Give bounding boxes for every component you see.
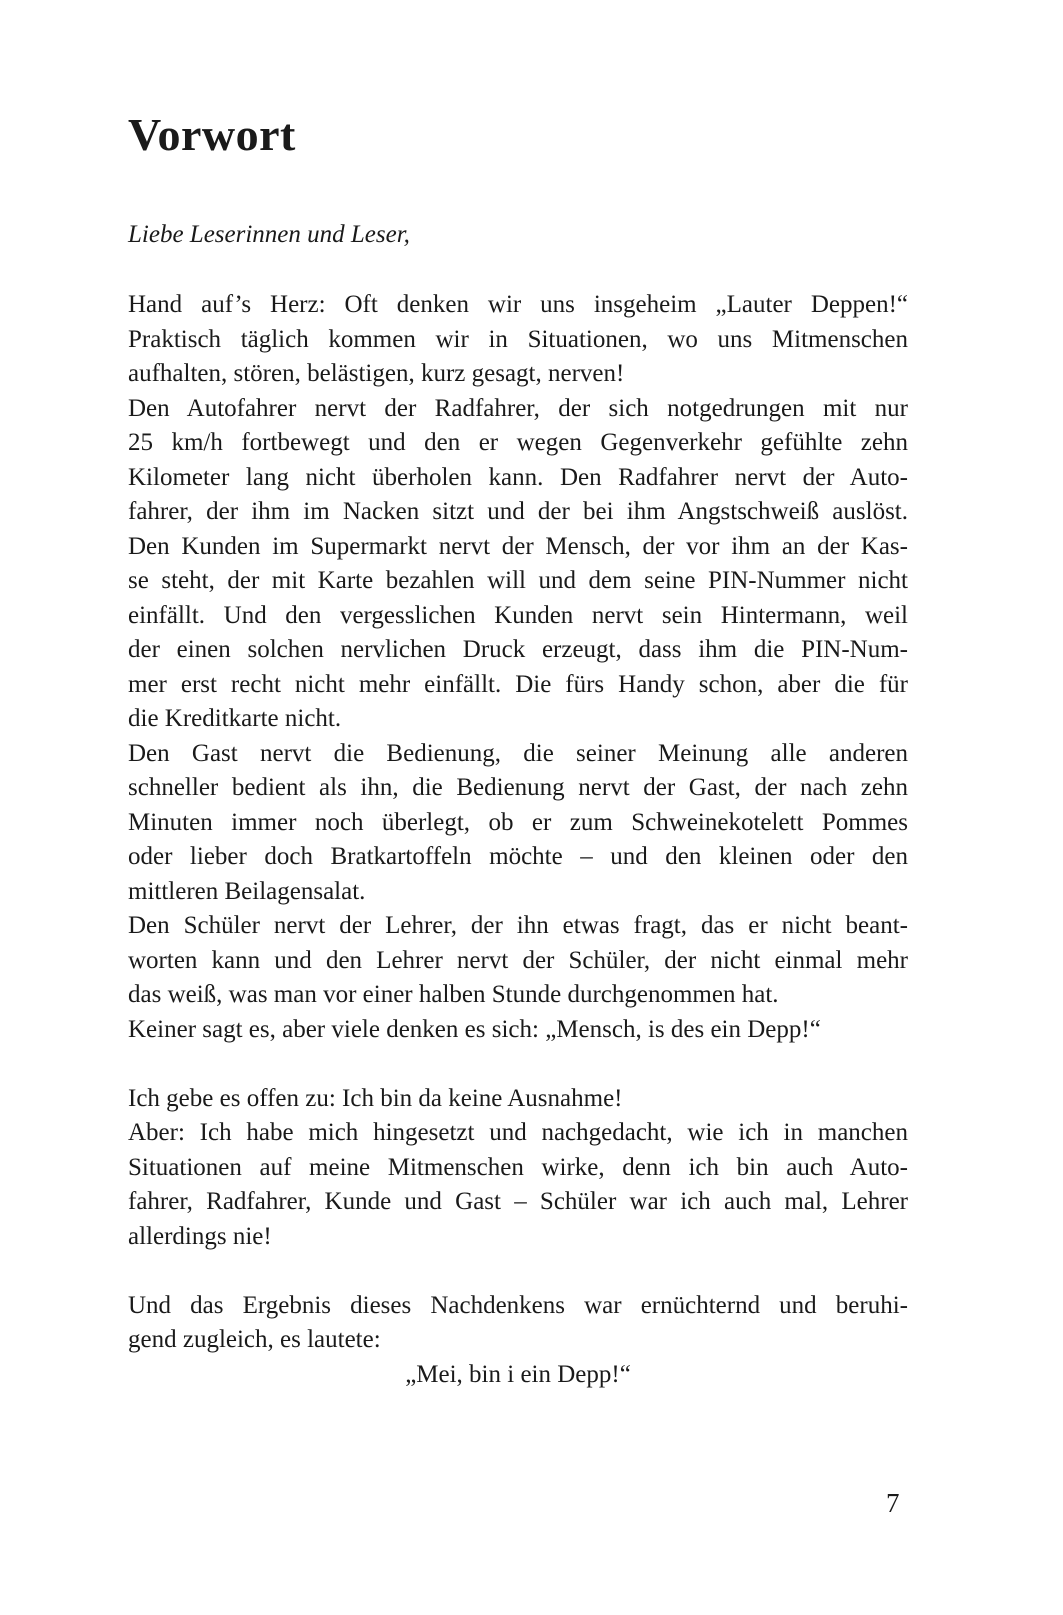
text-line: oder lieber doch Bratkartoffeln möchte – und den kleinen oder den — [128, 843, 908, 870]
text-line: worten kann und den Lehrer nervt der Schüler, der nicht einmal mehr — [128, 946, 908, 974]
text-line: Kilometer lang nicht überholen kann. Den Radfahrer nervt der Auto- — [128, 463, 908, 491]
text-line: die Kreditkarte nicht. — [128, 705, 342, 732]
text-line: Keiner sagt es, aber viele denken es sich: „Mensch, is des ein Depp!“ — [128, 1015, 821, 1043]
text-line: Situationen auf meine Mitmenschen wirke, denn ich bin auch Auto- — [128, 1153, 908, 1181]
page-title: Vorwort — [128, 109, 296, 160]
text-line: 25 km/h fortbewegt und den er wegen Gegenverkehr gefühlte zehn — [128, 429, 908, 456]
text-line: aufhalten, stören, belästigen, kurz gesagt, nerven! — [128, 360, 625, 387]
text-line: Aber: Ich habe mich hingesetzt und nachgedacht, wie ich in manchen — [128, 1119, 908, 1146]
text-line: Ich gebe es offen zu: Ich bin da keine Ausnahme! — [128, 1084, 623, 1112]
text-line: Den Autofahrer nervt der Radfahrer, der sich notgedrungen mit nur — [128, 394, 908, 422]
text-line: fahrer, Radfahrer, Kunde und Gast – Schüler war ich auch mal, Lehrer — [128, 1188, 908, 1215]
text-line: se steht, der mit Karte bezahlen will und dem seine PIN-Nummer nicht — [128, 567, 908, 594]
text-line: Und das Ergebnis dieses Nachdenkens war ernüchternd und beruhi- — [128, 1291, 908, 1319]
text-line: mittleren Beilagensalat. — [128, 877, 366, 905]
body-text — [128, 288, 908, 1392]
text-line: einfällt. Und den vergesslichen Kunden nervt sein Hintermann, weil — [128, 601, 908, 629]
text-line: Praktisch täglich kommen wir in Situationen, wo uns Mitmenschen — [128, 325, 908, 353]
text-line: gend zugleich, es lautete: — [128, 1326, 381, 1353]
text-line: das weiß, was man vor einer halben Stunde durchgenommen hat. — [128, 981, 779, 1008]
text-line: fahrer, der ihm im Nacken sitzt und der bei ihm Angstschweiß auslöst. — [128, 498, 908, 525]
text-line: Den Kunden im Supermarkt nervt der Mensch, der vor ihm an der Kas- — [128, 532, 908, 560]
text-line: Den Gast nervt die Bedienung, die seiner Meinung alle anderen — [128, 739, 908, 767]
text-line: schneller bedient als ihn, die Bedienung nervt der Gast, der nach zehn — [128, 774, 908, 801]
text-line: der einen solchen nervlichen Druck erzeugt, dass ihm die PIN-Num- — [128, 636, 908, 663]
text-line: mer erst recht nicht mehr einfällt. Die fürs Handy schon, aber die für — [128, 670, 908, 698]
text-line: Den Schüler nervt der Lehrer, der ihn etwas fragt, das er nicht beant- — [128, 912, 908, 939]
closing-quote: „Mei, bin i ein Depp!“ — [405, 1360, 631, 1388]
text-line: allerdings nie! — [128, 1222, 272, 1250]
page-number: 7 — [886, 1488, 900, 1518]
paragraph-gap — [128, 1047, 908, 1082]
salutation: Liebe Leserinnen und Leser, — [128, 221, 410, 248]
text-line: Minuten immer noch überlegt, ob er zum Schweinekotelett Pommes — [128, 808, 908, 836]
text-line: Hand auf’s Herz: Oft denken wir uns insgeheim „Lauter Deppen!“ — [128, 291, 908, 318]
paragraph-gap — [128, 1254, 908, 1289]
